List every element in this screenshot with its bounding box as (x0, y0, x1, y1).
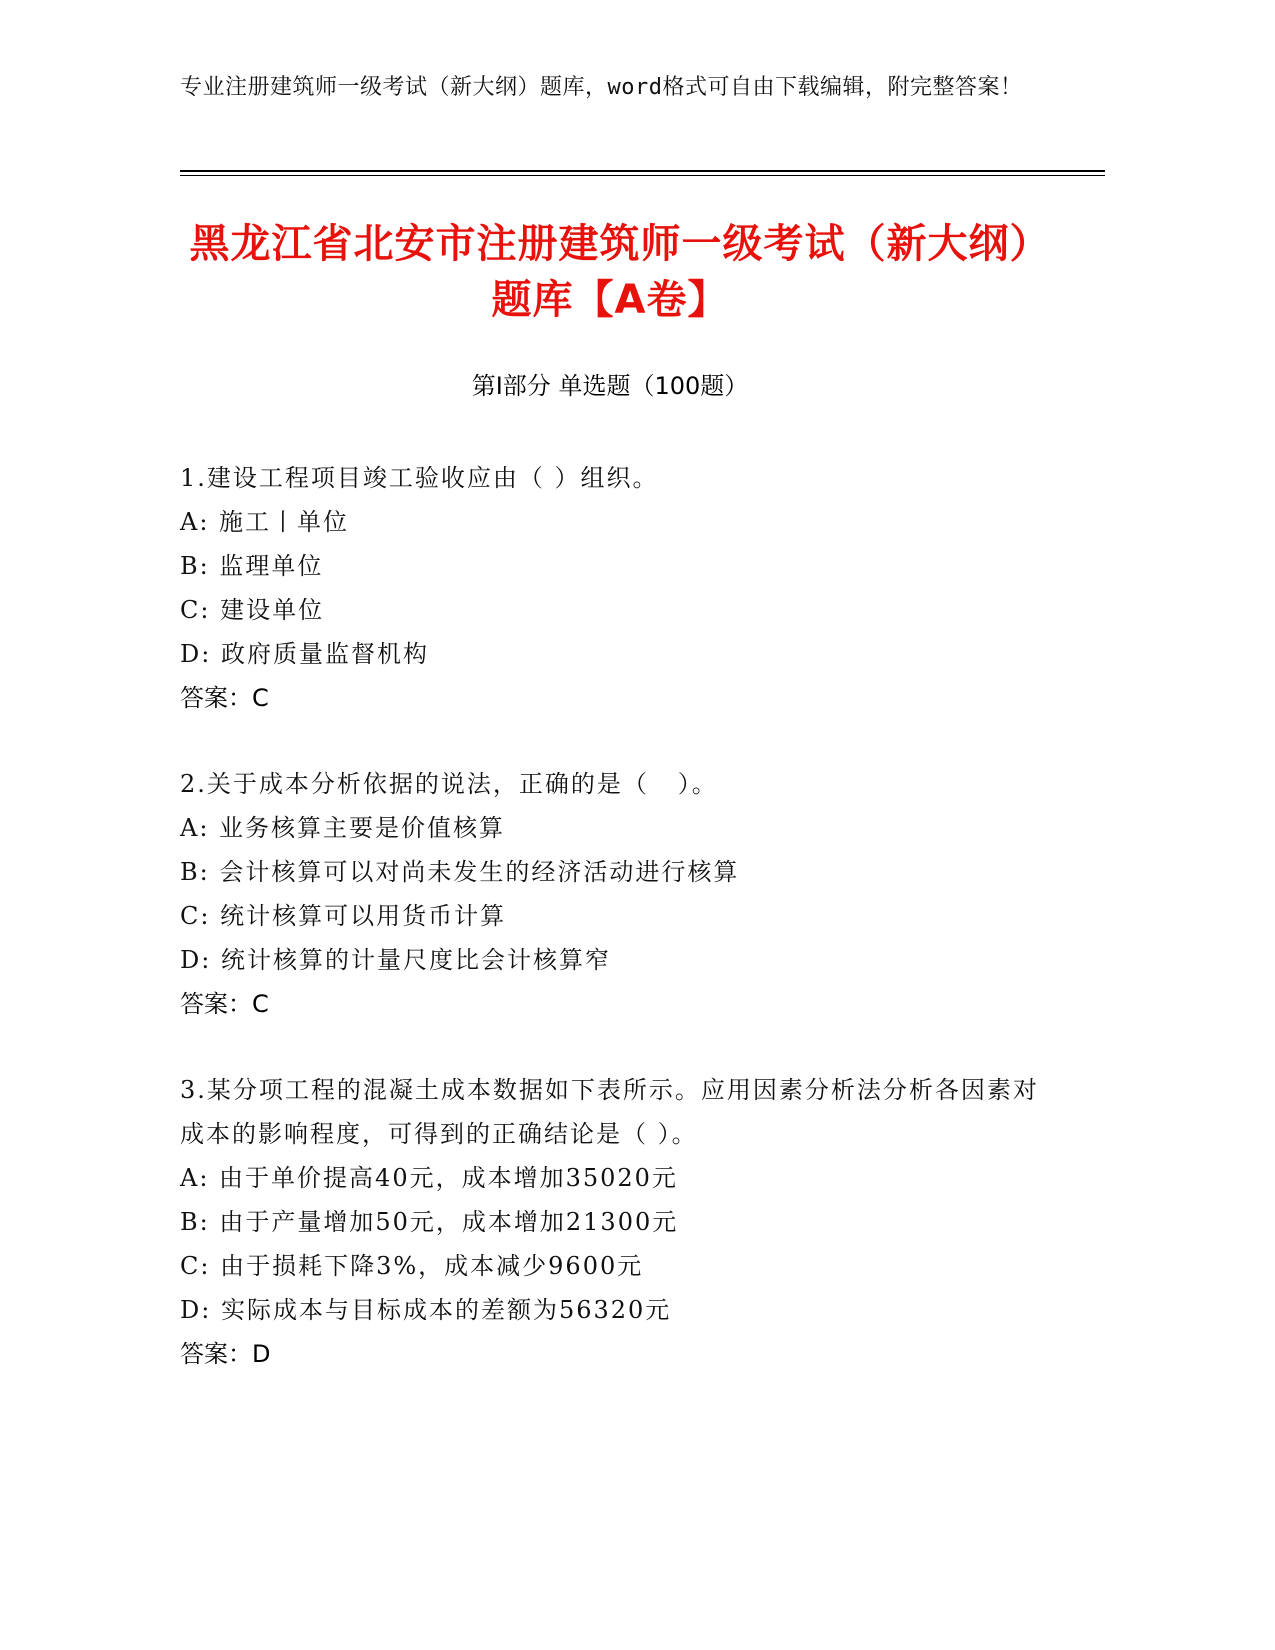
question-item (180, 762, 1040, 1026)
option-d: D: 实际成本与目标成本的差额为56320元 (180, 1296, 672, 1324)
question-list (180, 456, 1040, 1418)
option-d: D: 统计核算的计量尺度比会计核算窄 (180, 946, 611, 974)
option-b: B: 监理单位 (180, 552, 324, 580)
question-stem: 3.某分项工程的混凝土成本数据如下表所示。应用因素分析法分析各因素对成本的影响程度，可得到的正确结论是（ ）。 (180, 1076, 1039, 1148)
option-a: A: 由于单价提高40元，成本增加35020元 (180, 1164, 678, 1192)
header-divider-thick (180, 170, 1105, 172)
section-title: 第Ⅰ部分 单选题（100题） (471, 372, 749, 400)
option-c: C: 建设单位 (180, 596, 325, 624)
option-b: B: 会计核算可以对尚未发生的经济活动进行核算 (180, 858, 740, 886)
question-item (180, 1068, 1040, 1376)
option-b: B: 由于产量增加50元，成本增加21300元 (180, 1208, 679, 1236)
option-d: D: 政府质量监督机构 (180, 640, 429, 668)
document-title: 黑龙江省北安市注册建筑师一级考试（新大纲）题库【A卷】 (189, 221, 1031, 323)
option-c: C: 统计核算可以用货币计算 (180, 902, 507, 930)
header-divider-thin (180, 175, 1105, 176)
option-c: C: 由于损耗下降3%，成本减少9600元 (180, 1252, 644, 1280)
question-stem: 2.关于成本分析依据的说法，正确的是（ ）。 (180, 770, 718, 798)
answer-line: 答案：C (180, 684, 269, 712)
option-a: A: 业务核算主要是价值核算 (180, 814, 506, 842)
question-stem: 1.建设工程项目竣工验收应由（ ）组织。 (180, 464, 659, 492)
answer-line: 答案：C (180, 990, 269, 1018)
option-a: A: 施工丨单位 (180, 508, 350, 536)
question-item (180, 456, 1040, 720)
header-note: 专业注册建筑师一级考试（新大纲）题库，word格式可自由下载编辑，附完整答案！ (180, 75, 1023, 100)
answer-line: 答案：D (180, 1340, 271, 1368)
